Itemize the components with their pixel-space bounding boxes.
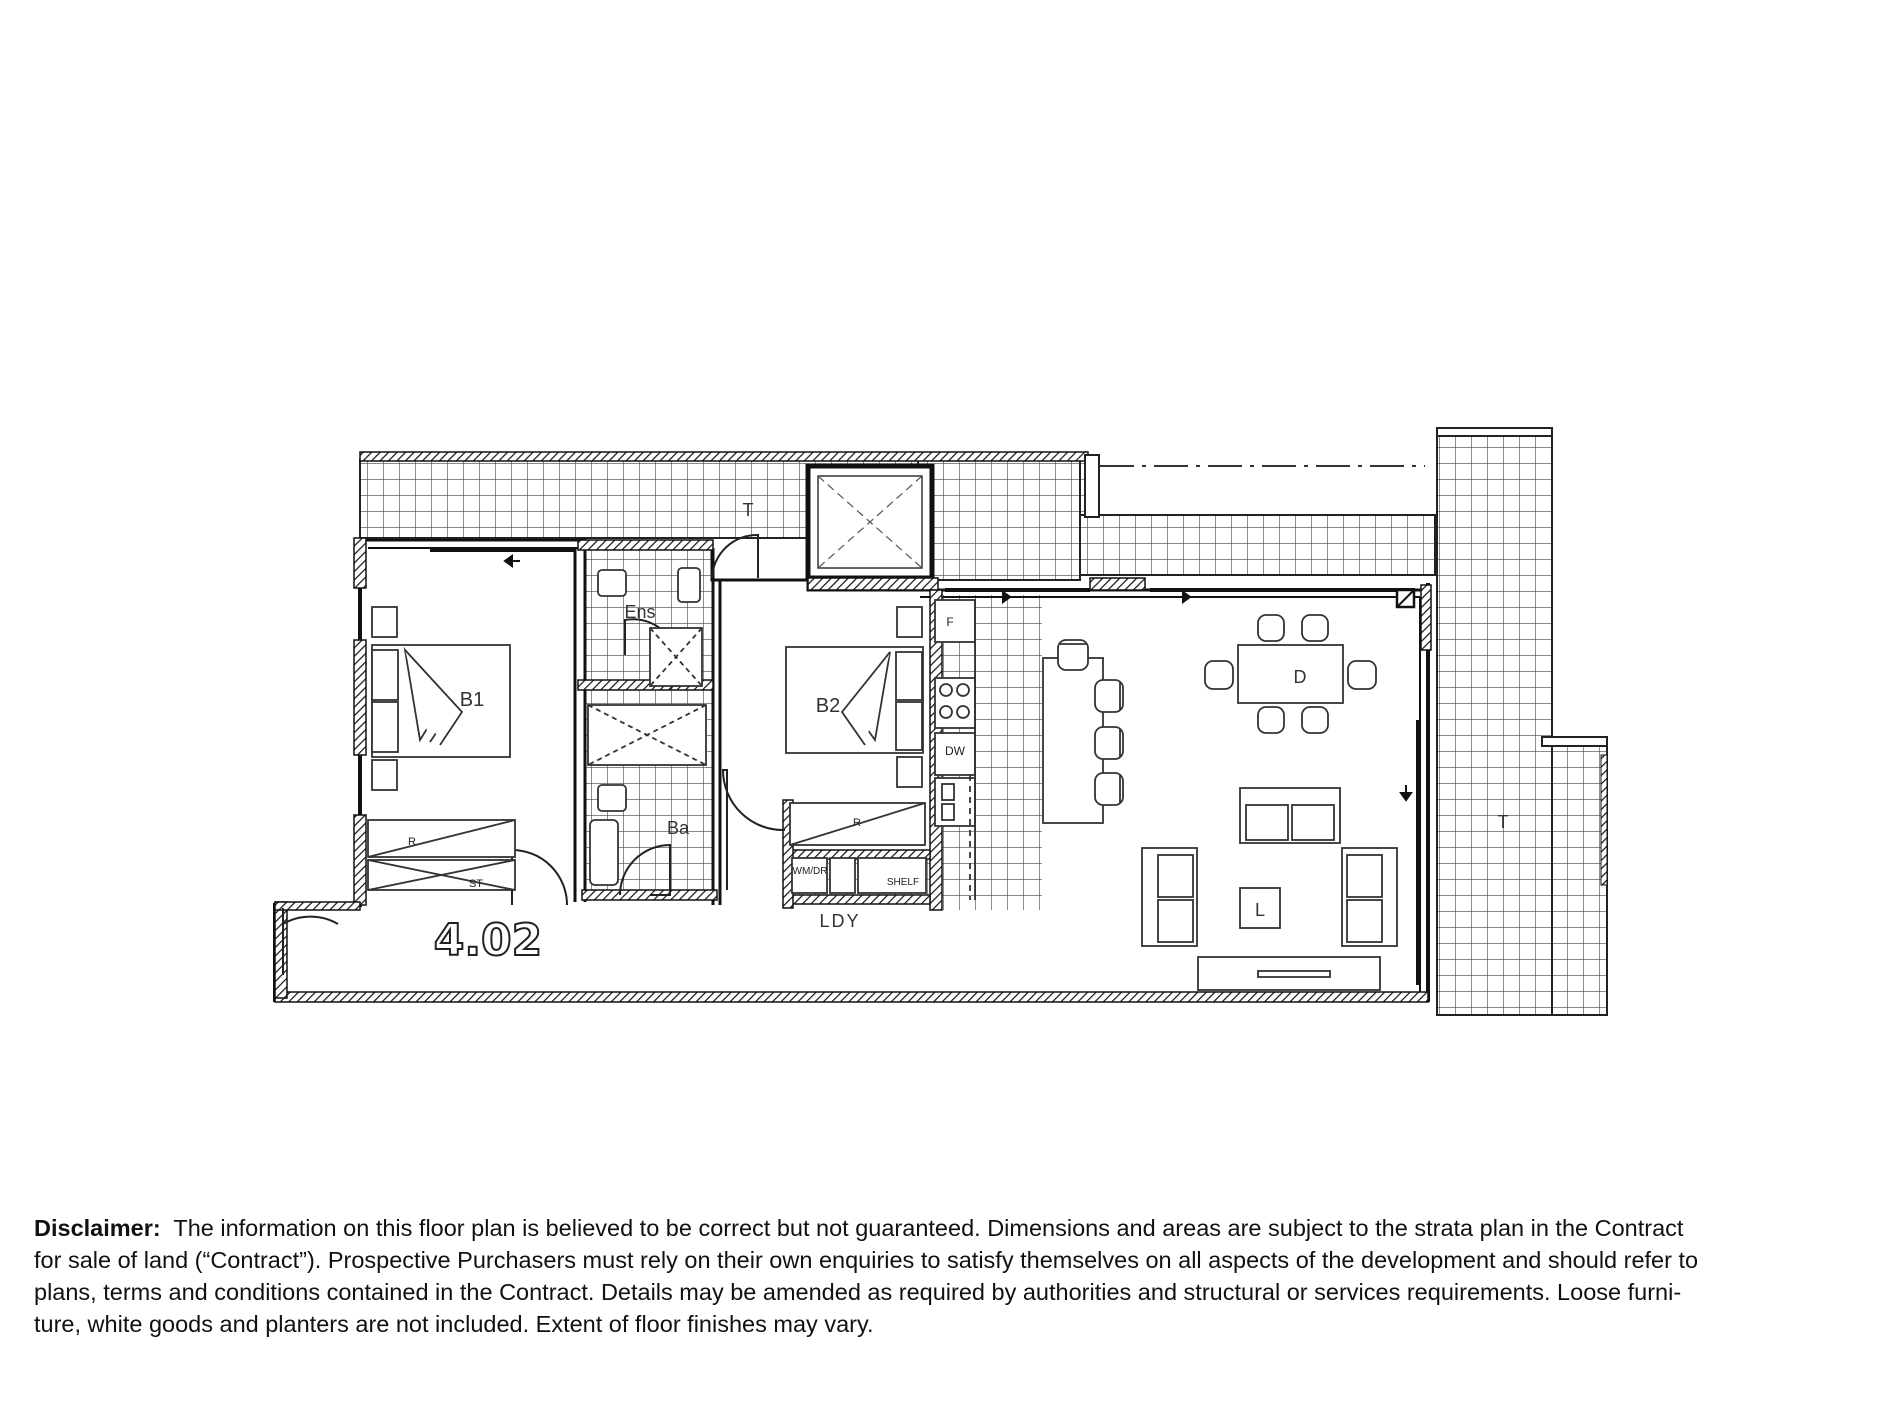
- disclaimer-line-2: for sale of land (“Contract”). Prospective Purchasers must rely on their own enquiries to satisfy themselves on all aspects of the development and should refer to: [34, 1247, 1699, 1273]
- room-label-terrace-right: T: [1497, 812, 1509, 832]
- room-label-ensuite: Ens: [624, 602, 656, 622]
- dining-table: [1205, 615, 1376, 733]
- disclaimer: [34, 1212, 1896, 1340]
- room-label-dining: D: [1293, 667, 1307, 687]
- fixture-label-storage: ST: [468, 878, 484, 890]
- room-label-b2: B2: [815, 695, 841, 717]
- fixture-label-robe1: R: [408, 836, 416, 848]
- room-label-b1: B1: [459, 689, 485, 711]
- room-label-laundry: LDY: [819, 911, 861, 931]
- room-label-living: L: [1254, 900, 1266, 920]
- void-shaft: [808, 466, 932, 578]
- bar-stools: [1095, 680, 1123, 805]
- living-furniture: [1142, 788, 1397, 990]
- room-label-terrace-top: T: [742, 500, 754, 520]
- disclaimer-line-3: plans, terms and conditions contained in the Contract. Details may be amended as required by authorities and structural or services requirements. Loose furni-: [34, 1279, 1682, 1305]
- disclaimer-text-1: The information on this floor plan is believed to be correct but not guaranteed. Dimensions and areas are subject to the strata plan in the Contract: [173, 1215, 1684, 1241]
- fixture-label-dishwasher: DW: [945, 744, 965, 758]
- fixture-label-shelf: SHELF: [886, 877, 920, 888]
- fixture-label-fridge: F: [946, 615, 954, 629]
- terrace-right: [1437, 428, 1607, 1015]
- disclaimer-label: Disclaimer:: [34, 1215, 161, 1241]
- fixture-label-washer-dryer: WM/DR: [792, 866, 828, 877]
- room-label-bathroom: Ba: [666, 818, 690, 838]
- bedroom1-furniture: [368, 607, 515, 890]
- disclaimer-line-1: [34, 1212, 1896, 1244]
- unit-number: 4.02: [433, 915, 543, 966]
- fixture-label-robe2: R: [853, 817, 861, 829]
- disclaimer-line-4: ture, white goods and planters are not included. Extent of floor finishes may vary.: [34, 1311, 874, 1337]
